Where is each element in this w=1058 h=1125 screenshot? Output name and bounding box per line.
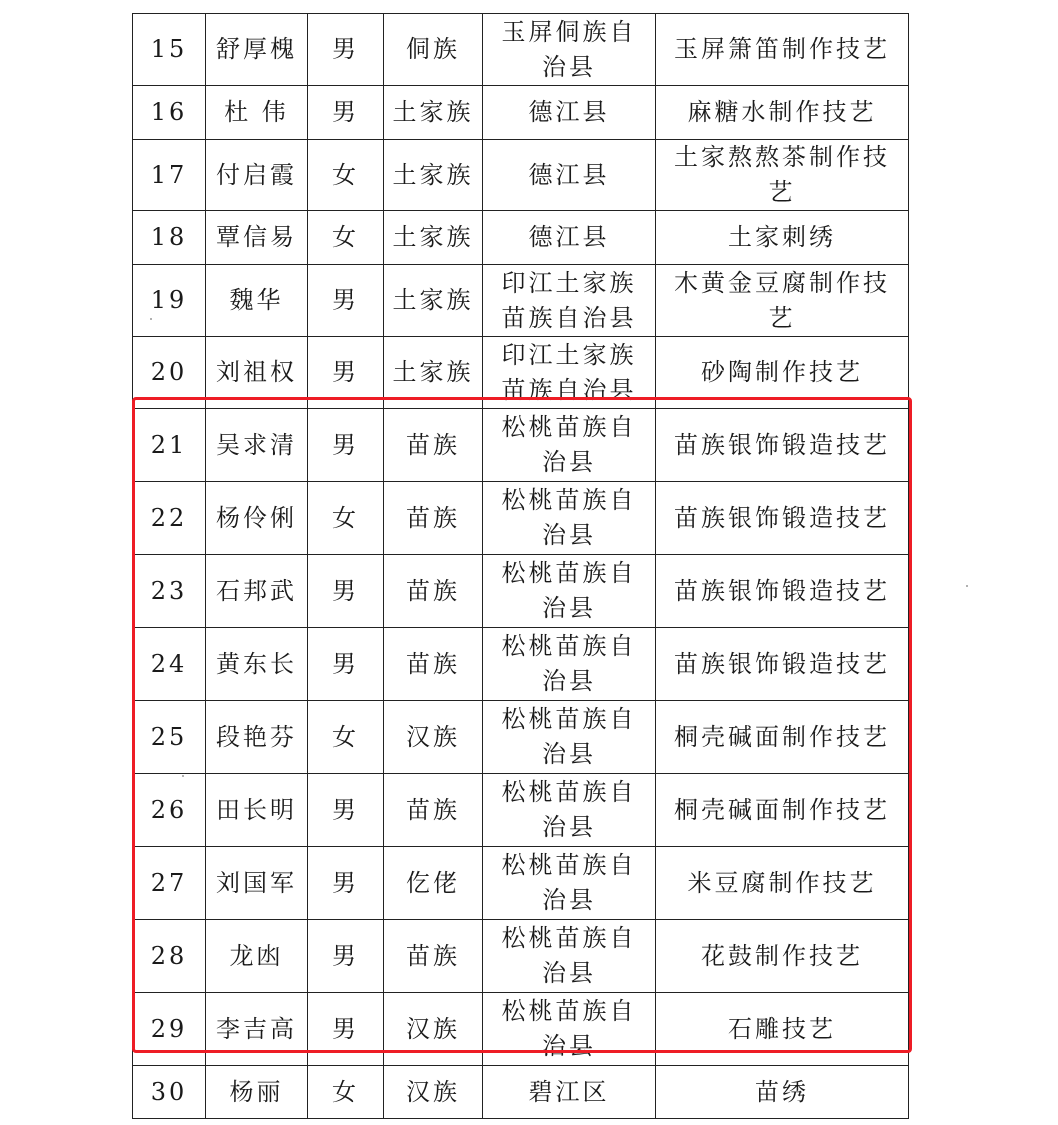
gender-cell: 男 [308,86,384,140]
row-number: 19 [133,265,206,337]
row-number: 16 [133,86,206,140]
row-number: 18 [133,211,206,265]
skill-cell: 米豆腐制作技艺 [656,847,909,920]
gender-cell: 男 [308,774,384,847]
table-row [133,920,909,993]
ethnicity-cell: 土家族 [384,211,483,265]
row-number: 22 [133,482,206,555]
row-number: 17 [133,140,206,211]
table-row [133,701,909,774]
table-row [133,409,909,482]
region-cell: 碧江区 [483,1066,656,1119]
gender-cell: 男 [308,14,384,86]
ethnicity-cell: 土家族 [384,337,483,409]
person-name: 魏华 [206,265,308,337]
person-name: 龙凼 [206,920,308,993]
region-cell: 松桃苗族自治县 [483,993,656,1066]
table-row [133,555,909,628]
region-cell: 松桃苗族自治县 [483,920,656,993]
gender-cell: 女 [308,140,384,211]
skill-cell: 苗绣 [656,1066,909,1119]
row-number: 23 [133,555,206,628]
skill-cell: 木黄金豆腐制作技艺 [656,265,909,337]
row-number: 27 [133,847,206,920]
inheritor-table [132,13,909,1119]
gender-cell: 男 [308,993,384,1066]
person-name: 段艳芬 [206,701,308,774]
region-cell: 松桃苗族自治县 [483,482,656,555]
scan-speck [966,585,968,587]
gender-cell: 男 [308,265,384,337]
region-cell: 松桃苗族自治县 [483,555,656,628]
region-cell: 德江县 [483,86,656,140]
gender-cell: 男 [308,337,384,409]
ethnicity-cell: 苗族 [384,774,483,847]
skill-cell: 苗族银饰锻造技艺 [656,482,909,555]
region-cell: 玉屏侗族自治县 [483,14,656,86]
gender-cell: 女 [308,701,384,774]
skill-cell: 花鼓制作技艺 [656,920,909,993]
table-row [133,211,909,265]
row-number: 15 [133,14,206,86]
skill-cell: 苗族银饰锻造技艺 [656,555,909,628]
region-cell: 松桃苗族自治县 [483,701,656,774]
table-row [133,847,909,920]
skill-cell: 砂陶制作技艺 [656,337,909,409]
person-name: 覃信易 [206,211,308,265]
row-number: 21 [133,409,206,482]
person-name: 刘祖权 [206,337,308,409]
scan-speck [150,318,152,320]
person-name: 杜 伟 [206,86,308,140]
gender-cell: 女 [308,1066,384,1119]
region-cell: 德江县 [483,140,656,211]
skill-cell: 麻糖水制作技艺 [656,86,909,140]
skill-cell: 桐壳碱面制作技艺 [656,774,909,847]
ethnicity-cell: 汉族 [384,701,483,774]
ethnicity-cell: 土家族 [384,140,483,211]
row-number: 20 [133,337,206,409]
row-number: 25 [133,701,206,774]
gender-cell: 男 [308,555,384,628]
person-name: 舒厚槐 [206,14,308,86]
table-row [133,774,909,847]
table-row [133,337,909,409]
row-number: 26 [133,774,206,847]
skill-cell: 苗族银饰锻造技艺 [656,409,909,482]
person-name: 李吉高 [206,993,308,1066]
person-name: 黄东长 [206,628,308,701]
ethnicity-cell: 土家族 [384,265,483,337]
row-number: 30 [133,1066,206,1119]
person-name: 刘国军 [206,847,308,920]
gender-cell: 女 [308,482,384,555]
table-row [133,628,909,701]
skill-cell: 桐壳碱面制作技艺 [656,701,909,774]
region-cell: 松桃苗族自治县 [483,628,656,701]
skill-cell: 苗族银饰锻造技艺 [656,628,909,701]
person-name: 付启霞 [206,140,308,211]
table-row [133,140,909,211]
skill-cell: 土家刺绣 [656,211,909,265]
ethnicity-cell: 苗族 [384,628,483,701]
ethnicity-cell: 苗族 [384,482,483,555]
person-name: 杨伶俐 [206,482,308,555]
person-name: 吴求清 [206,409,308,482]
ethnicity-cell: 侗族 [384,14,483,86]
table-row [133,1066,909,1119]
person-name: 田长明 [206,774,308,847]
skill-cell: 石雕技艺 [656,993,909,1066]
person-name: 石邦武 [206,555,308,628]
skill-cell: 土家熬熬茶制作技艺 [656,140,909,211]
region-cell: 印江土家族苗族自治县 [483,337,656,409]
region-cell: 松桃苗族自治县 [483,774,656,847]
ethnicity-cell: 仡佬 [384,847,483,920]
ethnicity-cell: 苗族 [384,409,483,482]
ethnicity-cell: 土家族 [384,86,483,140]
table-row [133,265,909,337]
gender-cell: 男 [308,628,384,701]
row-number: 24 [133,628,206,701]
gender-cell: 男 [308,920,384,993]
gender-cell: 女 [308,211,384,265]
table-row [133,993,909,1066]
table-row [133,14,909,86]
ethnicity-cell: 汉族 [384,993,483,1066]
scan-speck [182,775,184,777]
table-row [133,482,909,555]
region-cell: 松桃苗族自治县 [483,847,656,920]
person-name: 杨丽 [206,1066,308,1119]
row-number: 28 [133,920,206,993]
gender-cell: 男 [308,409,384,482]
ethnicity-cell: 苗族 [384,920,483,993]
ethnicity-cell: 苗族 [384,555,483,628]
skill-cell: 玉屏箫笛制作技艺 [656,14,909,86]
row-number: 29 [133,993,206,1066]
region-cell: 印江土家族苗族自治县 [483,265,656,337]
table-row [133,86,909,140]
region-cell: 德江县 [483,211,656,265]
region-cell: 松桃苗族自治县 [483,409,656,482]
ethnicity-cell: 汉族 [384,1066,483,1119]
gender-cell: 男 [308,847,384,920]
